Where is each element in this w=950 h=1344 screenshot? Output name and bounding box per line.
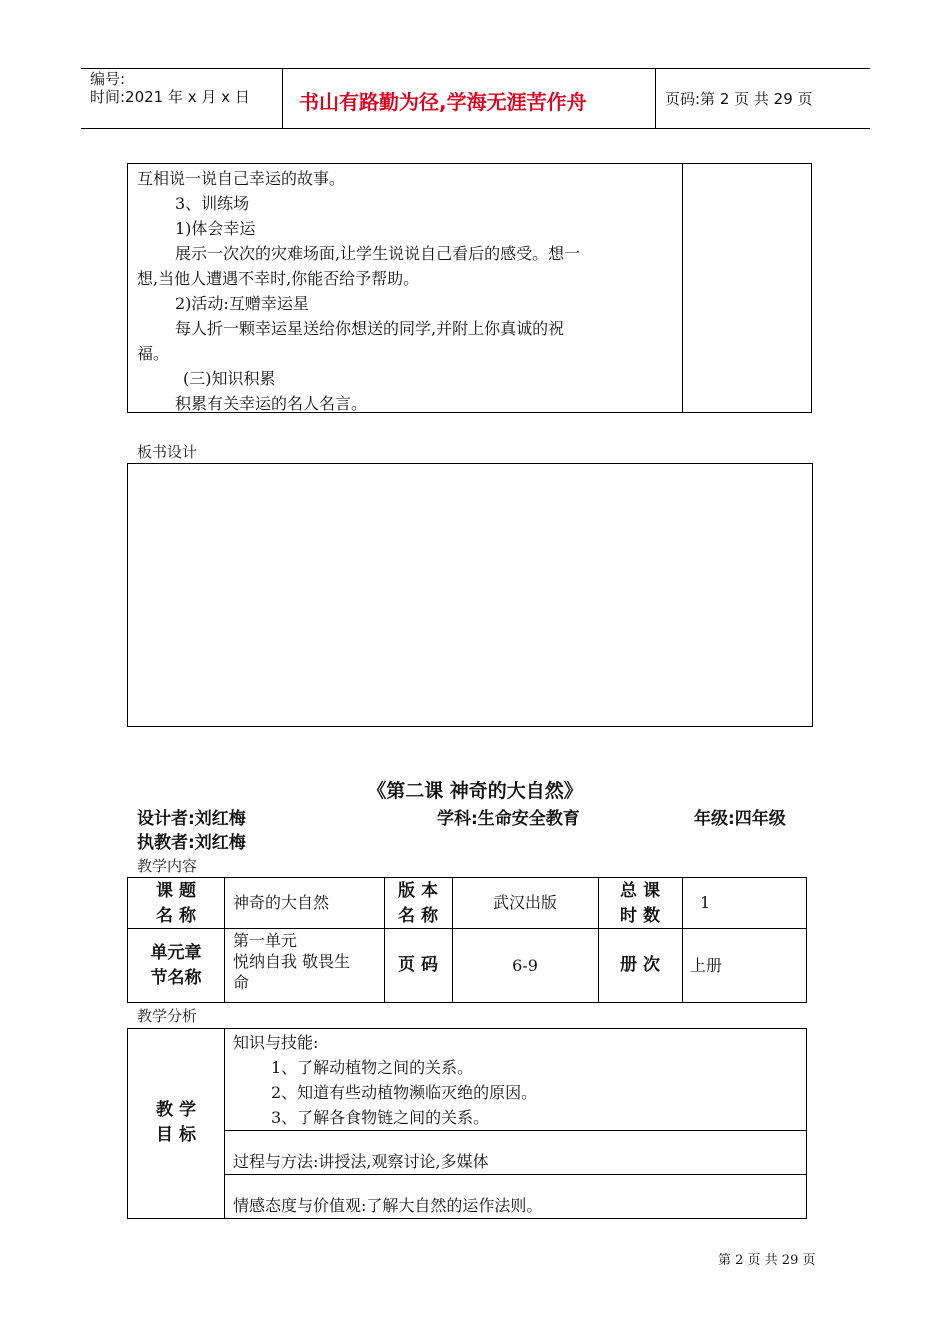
table-divider [224,1029,225,1218]
text-line: 每人折一颗幸运星送给你想送的同学,并附上你真诚的祝 [175,319,565,338]
lesson-title: 《第二课 神奇的大自然》 [367,780,583,802]
text-line: 积累有关幸运的名人名言。 [175,394,368,413]
table-divider [682,878,683,1002]
knowledge-item: 1、了解动植物之间的关系。 [271,1058,474,1077]
cell-text: 总 课 [620,881,660,901]
unit-value [233,930,383,993]
text-line: 想,当他人遭遇不幸时,你能否给予帮助。 [137,269,420,288]
page-footer: 第 2 页 共 29 页 [718,1253,816,1268]
knowledge-item: 2、知道有些动植物濒临灭绝的原因。 [271,1083,538,1102]
header-cell-total-hours [598,879,682,929]
emotion-values: 情感态度与价值观:了解大自然的运作法则。 [233,1196,543,1215]
cell-text: 时 数 [620,906,660,926]
cell-text: 悦纳自我 敬畏生 [233,952,351,971]
header-divider [655,69,656,129]
cell-text: 目 标 [156,1125,196,1145]
cell-text: 第一单元 [233,931,298,950]
cell-text: 版 本 [398,881,438,901]
table-divider [224,1174,806,1175]
continuation-text [137,166,677,416]
header-number-label: 编号: [90,70,126,88]
cell-text: 名 称 [398,906,438,926]
process-method: 过程与方法:讲授法,观察讨论,多媒体 [233,1152,489,1171]
text-line: 2)活动:互赠幸运星 [175,294,309,313]
lesson-teacher: 执教者:刘红梅 [137,833,246,853]
header-page-label: 页码:第 2 页 共 29 页 [665,90,813,108]
header-motto: 书山有路勤为径,学海无涯苦作舟 [299,90,587,114]
knowledge-section [233,1030,793,1130]
topic-value: 神奇的大自然 [233,893,330,912]
total-hours-value: 1 [700,893,711,912]
teaching-analysis-label: 教学分析 [137,1007,198,1025]
lesson-subject: 学科:生命安全教育 [437,809,580,829]
header-bottom-rule [81,128,870,129]
goals-label [128,1098,224,1148]
header-cell-topic [128,879,224,929]
header-divider [282,69,283,129]
knowledge-title: 知识与技能: [233,1033,319,1052]
page-value: 6-9 [512,956,538,975]
table-divider [224,878,225,1002]
header-top-rule [81,68,870,69]
lesson-designer: 设计者:刘红梅 [137,809,246,829]
cell-text: 教 学 [156,1100,196,1120]
cell-text: 课 题 [156,881,196,901]
cell-text: 单元章 [150,943,202,963]
header-cell-volume: 册 次 [620,955,660,975]
text-line: 互相说一说自己幸运的故事。 [137,169,346,188]
edition-value: 武汉出版 [492,893,557,912]
board-design-box [127,463,813,727]
cell-text: 命 [233,973,250,992]
header-time-label: 时间:2021 年 x 月 x 日 [90,88,250,106]
text-line: 1)体会幸运 [175,219,256,238]
header-cell-edition [384,879,452,929]
cell-text: 节名称 [150,968,202,988]
knowledge-item: 3、了解各食物链之间的关系。 [271,1108,490,1127]
table-divider [224,1130,806,1131]
text-line: 展示一次次的灾难场面,让学生说说自己看后的感受。想一 [175,244,581,263]
table-divider [682,164,683,412]
volume-value: 上册 [690,956,723,975]
table-divider [128,928,806,929]
cell-text: 名 称 [156,906,196,926]
board-design-label: 板书设计 [137,443,198,461]
text-line: 福。 [137,344,170,363]
text-line: (三)知识积累 [183,369,276,388]
text-line: 3、训练场 [175,194,250,213]
lesson-grade: 年级:四年级 [694,809,786,829]
header-cell-page: 页 码 [398,955,438,975]
teaching-content-label: 教学内容 [137,857,198,875]
header-cell-unit [128,941,224,991]
